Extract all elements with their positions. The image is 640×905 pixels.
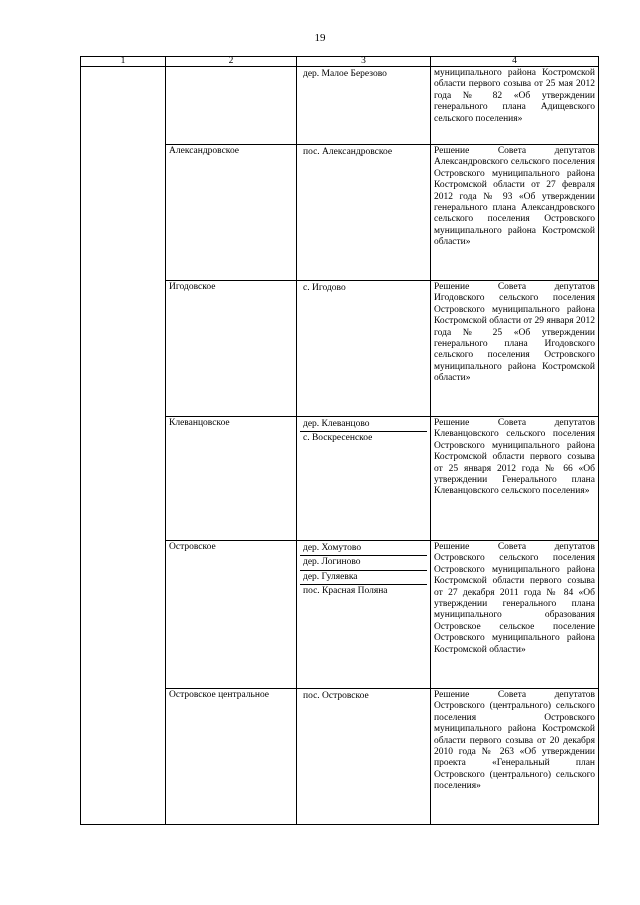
village-name: пос. Красная Поляна bbox=[303, 586, 388, 597]
region-cell bbox=[81, 67, 166, 825]
column-number: 1 bbox=[81, 57, 166, 67]
village-name: дер. Логиново bbox=[300, 556, 427, 570]
settlement-cell: Александровское bbox=[166, 145, 297, 281]
village-name: дер. Гуляевка bbox=[300, 571, 427, 585]
villages-cell bbox=[297, 145, 431, 281]
villages-cell bbox=[297, 541, 431, 689]
decision-cell: Решение Совета депутатов Игодовского сельского поселения Островского муниципального района Костромской области от 29 января 2012 года № 25 «Об утверждении генерального плана Игодовского сельского поселения Островского муниципального района Костромской области» bbox=[431, 281, 599, 417]
village-name: дер. Хомутово bbox=[300, 542, 427, 556]
villages-cell bbox=[297, 67, 431, 145]
page-number: 19 bbox=[314, 32, 326, 44]
village-name: дер. Малое Березово bbox=[303, 69, 387, 79]
settlements-table bbox=[80, 56, 599, 825]
column-number: 2 bbox=[166, 57, 297, 67]
villages-cell bbox=[297, 417, 431, 541]
decision-cell: Решение Совета депутатов Александровского сельского поселения Островского муниципального района Костромской области от 27 февраля 2012 года № 93 «Об утверждении генерального плана Александровского сельского поселения Островского муниципального района Костромской области» bbox=[431, 145, 599, 281]
village-name: дер. Клеванцово bbox=[300, 418, 427, 432]
decision-cell: муниципального района Костромской области первого созыва от 25 мая 2012 года № 82 «Об утверждении генерального плана Адищевского сельского поселения» bbox=[431, 67, 599, 145]
table-row bbox=[81, 67, 599, 145]
villages-cell bbox=[297, 689, 431, 825]
village-name: с. Игодово bbox=[303, 283, 346, 293]
settlement-cell bbox=[166, 67, 297, 145]
village-name: пос. Островское bbox=[303, 691, 369, 701]
column-number-row bbox=[81, 57, 599, 67]
settlement-cell: Островское центральное bbox=[166, 689, 297, 825]
village-name: с. Воскресенское bbox=[303, 433, 373, 444]
decision-cell: Решение Совета депутатов Островского сельского поселения Островского муниципального района Костромской области первого созыва от 27 декабря 2011 года № 84 «Об утверждении генерального плана муниципального образования Островское сельское поселение Островского муниципального района Костромской области» bbox=[431, 541, 599, 689]
village-name: пос. Александровское bbox=[303, 147, 393, 157]
settlement-cell: Островское bbox=[166, 541, 297, 689]
settlement-cell: Клеванцовское bbox=[166, 417, 297, 541]
villages-cell bbox=[297, 281, 431, 417]
column-number: 3 bbox=[297, 57, 431, 67]
decision-cell: Решение Совета депутатов Клеванцовского сельского поселения Островского муниципального района Костромской области первого созыва от 25 января 2012 года № 66 «Об утверждении Генерального плана Клеванцовского сельского поселения» bbox=[431, 417, 599, 541]
column-number: 4 bbox=[431, 57, 599, 67]
decision-cell: Решение Совета депутатов Островского (центрального) сельского поселения Островского муниципального района Костромской области первого созыва от 20 декабря 2010 года № 263 «Об утверждении проекта «Генеральный план Островского (центрального) сельского поселения» bbox=[431, 689, 599, 825]
settlement-cell: Игодовское bbox=[166, 281, 297, 417]
